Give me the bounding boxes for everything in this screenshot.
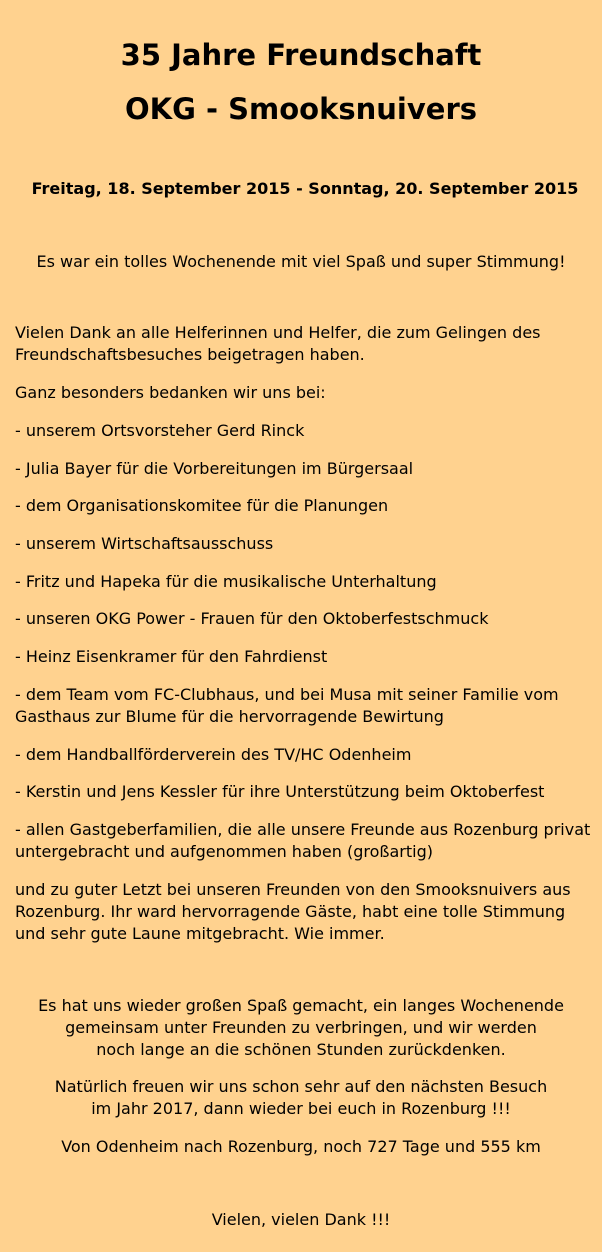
list-item: - Kerstin und Jens Kessler für ihre Unterstützung beim Oktoberfest <box>15 782 545 801</box>
fun-paragraph-line-2: gemeinsam unter Freunden zu verbringen, und wir werden <box>65 1018 537 1037</box>
list-item: - unseren OKG Power - Frauen für den Oktoberfestschmuck <box>15 609 489 628</box>
list-item: - Julia Bayer für die Vorbereitungen im Bürgersaal <box>15 459 414 478</box>
closing-paragraph-line-3: und sehr gute Laune mitgebracht. Wie immer. <box>15 924 385 943</box>
intro-text: Es war ein tolles Wochenende mit viel Spaß und super Stimmung! <box>36 252 566 271</box>
special-thanks-heading: Ganz besonders bedanken wir uns bei: <box>15 383 326 402</box>
closing-paragraph <box>15 879 595 945</box>
list-item-line-2: untergebracht und aufgenommen haben (großartig) <box>15 842 433 861</box>
countdown-text: Von Odenheim nach Rozenburg, noch 727 Tage und 555 km <box>61 1137 541 1156</box>
date-range: Freitag, 18. September 2015 - Sonntag, 20. September 2015 <box>31 179 579 198</box>
list-item-line-2: Gasthaus zur Blume für die hervorragende Bewirtung <box>15 707 444 726</box>
list-item-line-1: - allen Gastgeberfamilien, die alle unsere Freunde aus Rozenburg privat <box>15 820 591 839</box>
list-item: - Fritz und Hapeka für die musikalische Unterhaltung <box>15 572 437 591</box>
next-visit-line-2: im Jahr 2017, dann wieder bei euch in Rozenburg !!! <box>91 1099 511 1118</box>
thanks-paragraph-line-1: Vielen Dank an alle Helferinnen und Helfer, die zum Gelingen des <box>15 323 541 342</box>
list-item-line-1: - dem Team vom FC-Clubhaus, und bei Musa mit seiner Familie vom <box>15 685 559 704</box>
thanks-paragraph-line-2: Freundschaftsbesuches beigetragen haben. <box>15 345 365 364</box>
list-item: - unserem Ortsvorsteher Gerd Rinck <box>15 421 305 440</box>
list-item <box>15 819 595 863</box>
final-thanks: Vielen, vielen Dank !!! <box>211 1210 391 1229</box>
thanks-paragraph <box>15 322 595 366</box>
fun-paragraph-line-1: Es hat uns wieder großen Spaß gemacht, ein langes Wochenende <box>38 996 564 1015</box>
list-item: - dem Handballförderverein des TV/HC Odenheim <box>15 745 412 764</box>
next-visit-paragraph <box>0 1076 602 1120</box>
fun-paragraph <box>0 995 602 1061</box>
list-item: - Heinz Eisenkramer für den Fahrdienst <box>15 647 328 666</box>
next-visit-line-1: Natürlich freuen wir uns schon sehr auf den nächsten Besuch <box>54 1077 548 1096</box>
closing-paragraph-line-1: und zu guter Letzt bei unseren Freunden von den Smooksnuivers aus <box>15 880 571 899</box>
closing-paragraph-line-2: Rozenburg. Ihr ward hervorragende Gäste, habt eine tolle Stimmung <box>15 902 566 921</box>
list-item: - dem Organisationskomitee für die Planungen <box>15 496 389 515</box>
list-item: - unserem Wirtschaftsausschuss <box>15 534 274 553</box>
title-line-1: 35 Jahre Freundschaft <box>120 38 482 72</box>
fun-paragraph-line-3: noch lange an die schönen Stunden zurückdenken. <box>96 1040 506 1059</box>
list-item <box>15 684 595 728</box>
title-line-2: OKG - Smooksnuivers <box>124 92 478 126</box>
